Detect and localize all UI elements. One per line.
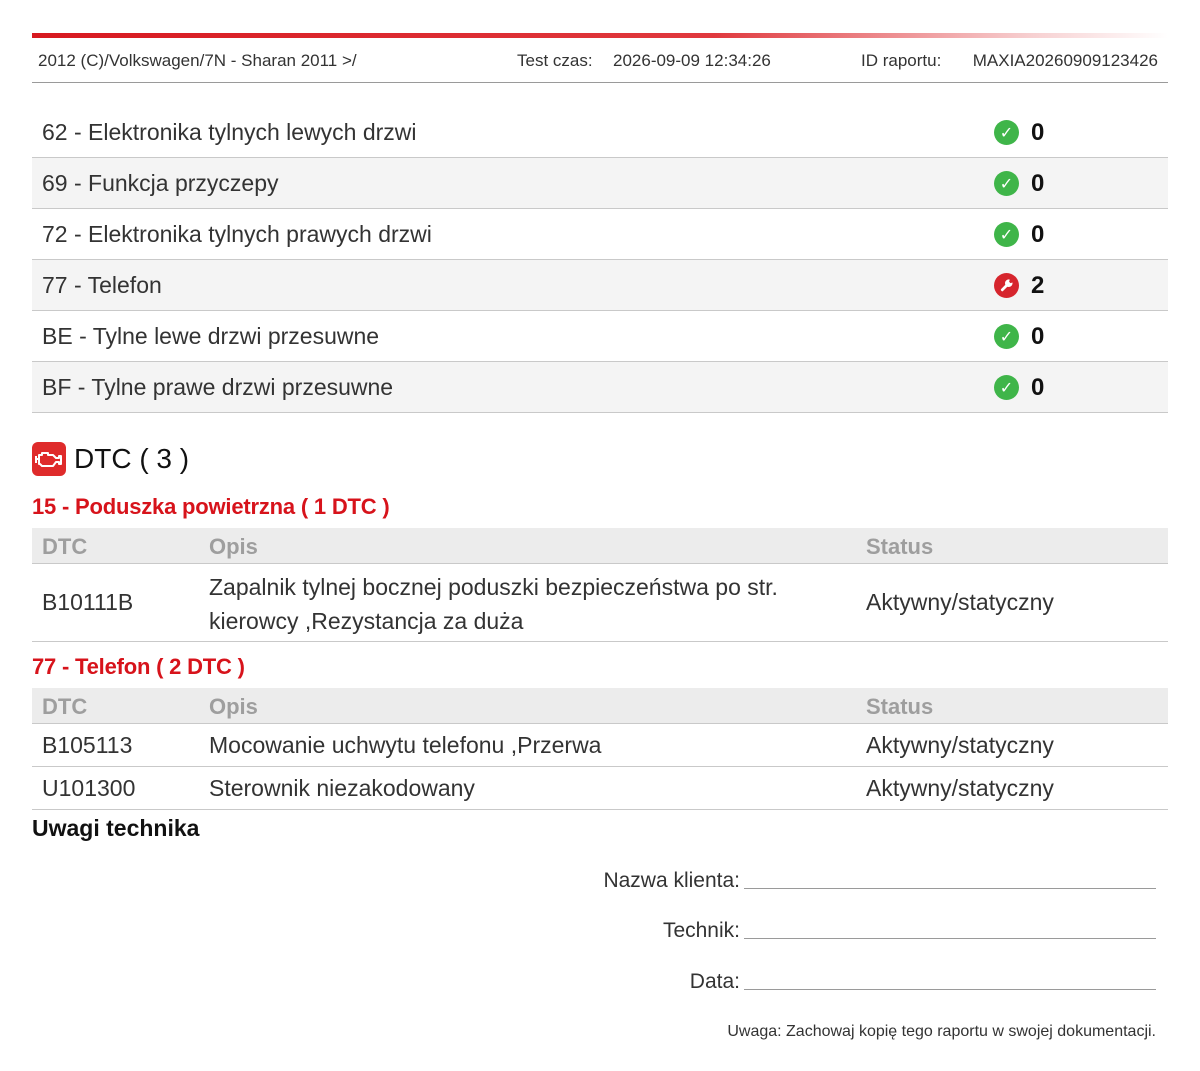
dtc-count: 0 — [1031, 170, 1045, 197]
system-name: BF - Tylne prawe drzwi przesuwne — [42, 374, 394, 400]
dtc-status: Aktywny/statyczny — [866, 589, 1054, 615]
column-header-status: Status — [866, 694, 934, 719]
report-header — [32, 38, 1168, 83]
client-name-label: Nazwa klienta: — [603, 869, 740, 892]
system-row — [32, 311, 1168, 362]
table-row — [32, 767, 1168, 810]
wrench-icon — [994, 273, 1019, 298]
system-name: 69 - Funkcja przyczepy — [42, 170, 279, 196]
check-icon: ✓ — [994, 324, 1019, 349]
dtc-group-title: 15 - Poduszka powietrzna ( 1 DTC ) — [32, 494, 390, 519]
technician-notes-title: Uwagi technika — [32, 815, 200, 841]
table-row — [32, 724, 1168, 767]
technician-label: Technik: — [662, 919, 740, 942]
column-header-status: Status — [866, 534, 934, 559]
dtc-section-title: DTC ( 3 ) — [74, 443, 190, 474]
technician-line[interactable] — [744, 938, 1156, 939]
dtc-description: Mocowanie uchwytu telefonu ,Przerwa — [209, 732, 602, 758]
vehicle-info: 2012 (C)/Volkswagen/7N - Sharan 2011 >/ — [38, 51, 357, 70]
table-header — [32, 688, 1168, 724]
system-name: BE - Tylne lewe drzwi przesuwne — [42, 323, 380, 349]
dtc-table-airbag — [32, 528, 1168, 642]
report-id-value: MAXIA20260909123426 — [972, 51, 1158, 70]
dtc-group-title: 77 - Telefon ( 2 DTC ) — [32, 654, 245, 679]
date-line[interactable] — [744, 989, 1156, 990]
footer-note: Uwaga: Zachowaj kopię tego raportu w swojej dokumentacji. — [727, 1023, 1156, 1040]
dtc-count: 0 — [1031, 221, 1045, 248]
report-id-label: ID raportu: — [861, 51, 942, 70]
table-row — [32, 564, 1168, 642]
dtc-table-phone — [32, 688, 1168, 810]
test-time-label: Test czas: — [517, 51, 593, 70]
dtc-description: Zapalnik tylnej bocznej poduszki bezpieczeństwa po str. kierowcy ,Rezystancja za duża — [209, 574, 778, 634]
column-header-dtc: DTC — [42, 694, 88, 719]
system-name: 72 - Elektronika tylnych prawych drzwi — [42, 221, 432, 247]
dtc-count: 0 — [1031, 374, 1045, 401]
system-name: 62 - Elektronika tylnych lewych drzwi — [42, 119, 417, 145]
dtc-description: Sterownik niezakodowany — [209, 775, 475, 801]
check-icon: ✓ — [994, 222, 1019, 247]
system-name: 77 - Telefon — [42, 272, 162, 298]
dtc-code: B10111B — [42, 589, 134, 615]
system-row — [32, 362, 1168, 413]
system-row — [32, 260, 1168, 311]
system-row — [32, 158, 1168, 209]
system-status-list — [32, 107, 1168, 413]
check-icon: ✓ — [994, 171, 1019, 196]
dtc-count: 2 — [1031, 272, 1045, 299]
table-header — [32, 528, 1168, 564]
engine-warning-icon — [32, 442, 66, 476]
system-row — [32, 107, 1168, 158]
column-header-description: Opis — [209, 534, 258, 559]
dtc-status: Aktywny/statyczny — [866, 732, 1054, 758]
column-header-description: Opis — [209, 694, 258, 719]
date-label: Data: — [689, 970, 740, 993]
client-name-line[interactable] — [744, 888, 1156, 889]
system-row — [32, 209, 1168, 260]
check-icon: ✓ — [994, 375, 1019, 400]
check-icon: ✓ — [994, 120, 1019, 145]
dtc-code: B105113 — [42, 732, 133, 758]
column-header-dtc: DTC — [42, 534, 88, 559]
dtc-status: Aktywny/statyczny — [866, 775, 1054, 801]
test-time-value: 2026-09-09 12:34:26 — [613, 51, 771, 70]
dtc-count: 0 — [1031, 323, 1045, 350]
dtc-count: 0 — [1031, 119, 1045, 146]
dtc-code: U101300 — [42, 775, 136, 801]
